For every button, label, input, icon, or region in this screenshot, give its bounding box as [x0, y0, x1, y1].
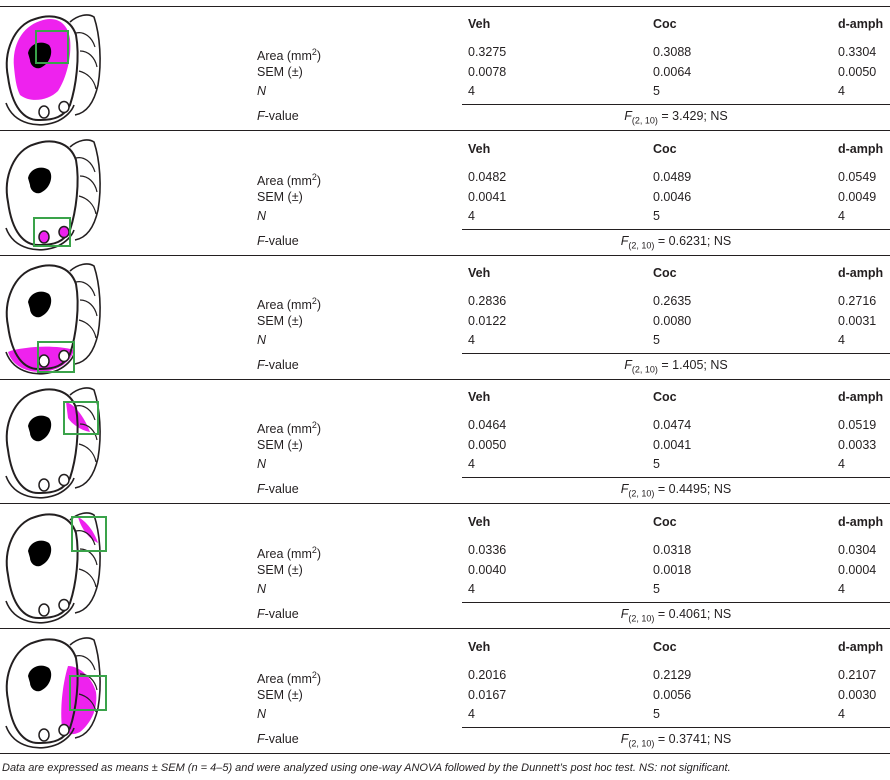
sem-value: 0.0018 [653, 563, 692, 577]
area-value: 0.2836 [468, 294, 507, 308]
islet-right [59, 725, 69, 736]
brain-section-schematic [0, 256, 110, 380]
area-value: 0.0318 [653, 543, 692, 557]
area-value: 0.2635 [653, 294, 692, 308]
n-value: 5 [653, 333, 660, 347]
column-header: Veh [468, 142, 491, 156]
column-header: d-amph [838, 390, 884, 404]
area-value: 0.0304 [838, 543, 877, 557]
n-value: 4 [468, 333, 475, 347]
brain-section-schematic [0, 630, 110, 754]
row-label-n: N [257, 209, 267, 223]
row-label-f-value: F-value [257, 109, 299, 123]
n-value: 4 [838, 209, 845, 223]
sem-value: 0.0049 [838, 190, 877, 204]
row-label-f-value: F-value [257, 234, 299, 248]
panel-bottom-rule [0, 503, 890, 504]
sem-value: 0.0050 [468, 438, 507, 452]
lateral-contour [76, 656, 95, 670]
lateral-contour [76, 282, 95, 296]
column-header: Veh [468, 390, 491, 404]
area-value: 0.0464 [468, 418, 507, 432]
n-value: 5 [653, 707, 660, 721]
sem-value: 0.0041 [468, 190, 507, 204]
row-label-sem: SEM (±) [257, 65, 303, 79]
n-value: 4 [468, 209, 475, 223]
panel-bottom-rule [0, 130, 890, 131]
area-value: 0.2716 [838, 294, 877, 308]
f-row-rule [462, 727, 890, 728]
sem-value: 0.0030 [838, 688, 877, 702]
n-value: 4 [838, 84, 845, 98]
area-value: 0.0519 [838, 418, 877, 432]
table-panel [0, 132, 890, 256]
row-label-sem: SEM (±) [257, 190, 303, 204]
row-label-f-value: F-value [257, 482, 299, 496]
lateral-contour [80, 176, 97, 192]
row-label-area: Area $(mm^2)$ [257, 545, 322, 562]
islet-right [59, 227, 69, 238]
area-value: 0.2129 [653, 668, 692, 682]
lateral-contour [79, 569, 96, 587]
row-label-n: N [257, 457, 267, 471]
lateral-contour [80, 51, 97, 67]
column-header: Coc [653, 142, 677, 156]
sem-value: 0.0040 [468, 563, 507, 577]
panel-bottom-rule [0, 753, 890, 754]
row-label-sem: SEM (±) [257, 314, 303, 328]
f-row-rule [462, 229, 890, 230]
brain-section-schematic [0, 7, 110, 131]
row-label-area: Area $(mm^2)$ [257, 47, 322, 64]
sem-value: 0.0050 [838, 65, 877, 79]
column-header: Coc [653, 266, 677, 280]
lateral-contour [76, 158, 95, 172]
sem-value: 0.0078 [468, 65, 507, 79]
islet-right [59, 102, 69, 113]
area-value: 0.3088 [653, 45, 692, 59]
sem-value: 0.0031 [838, 314, 877, 328]
panel-bottom-rule [0, 628, 890, 629]
ventricle-shape [28, 168, 51, 194]
area-value: 0.0336 [468, 543, 507, 557]
ventricle-shape [28, 416, 51, 442]
column-header: Veh [468, 266, 491, 280]
n-value: 4 [838, 457, 845, 471]
islet-right [59, 351, 69, 362]
column-header: Coc [653, 515, 677, 529]
brain-section-schematic [0, 132, 110, 256]
lateral-contour [79, 71, 96, 89]
area-value: 0.0489 [653, 170, 692, 184]
islet-left [39, 729, 49, 741]
sem-value: 0.0122 [468, 314, 507, 328]
f-row-rule [462, 104, 890, 105]
row-label-f-value: F-value [257, 358, 299, 372]
n-value: 5 [653, 84, 660, 98]
row-label-area: Area $(mm^2)$ [257, 420, 322, 437]
sem-value: 0.0080 [653, 314, 692, 328]
n-value: 4 [468, 84, 475, 98]
f-statistic: $F_{(2, 10)} = 0.4495$; NS [620, 482, 732, 499]
lateral-contour [79, 196, 96, 214]
row-label-area: Area $(mm^2)$ [257, 670, 322, 687]
row-label-n: N [257, 84, 267, 98]
column-header: Coc [653, 640, 677, 654]
area-value: 0.0549 [838, 170, 877, 184]
area-value: 0.0482 [468, 170, 507, 184]
brain-section-schematic [0, 380, 110, 504]
row-label-f-value: F-value [257, 732, 299, 746]
f-row-rule [462, 353, 890, 354]
f-statistic: $F_{(2, 10)} = 1.405$; NS [624, 358, 728, 375]
lateral-contour [76, 33, 95, 47]
lateral-contour [80, 300, 97, 316]
table-panel [0, 7, 890, 131]
column-header: Veh [468, 640, 491, 654]
n-value: 5 [653, 209, 660, 223]
islet-left [39, 604, 49, 616]
table-panel [0, 256, 890, 380]
ventricle-shape [28, 666, 51, 692]
f-row-rule [462, 477, 890, 478]
islet-left [39, 231, 49, 243]
sem-value: 0.0046 [653, 190, 692, 204]
n-value: 5 [653, 457, 660, 471]
lateral-contour [79, 444, 96, 462]
sem-value: 0.0004 [838, 563, 877, 577]
column-header: Veh [468, 515, 491, 529]
n-value: 5 [653, 582, 660, 596]
row-label-n: N [257, 707, 267, 721]
ventricle-shape [28, 292, 51, 318]
islet-left [39, 106, 49, 118]
lateral-contour [79, 320, 96, 338]
sem-value: 0.0167 [468, 688, 507, 702]
column-header: d-amph [838, 266, 884, 280]
islet-left [39, 355, 49, 367]
row-label-sem: SEM (±) [257, 438, 303, 452]
n-value: 4 [838, 707, 845, 721]
row-label-area: Area $(mm^2)$ [257, 296, 322, 313]
area-value: 0.3275 [468, 45, 507, 59]
area-value: 0.0474 [653, 418, 692, 432]
sem-value: 0.0041 [653, 438, 692, 452]
area-value: 0.3304 [838, 45, 877, 59]
sem-value: 0.0033 [838, 438, 877, 452]
sem-value: 0.0056 [653, 688, 692, 702]
n-value: 4 [468, 457, 475, 471]
f-statistic: $F_{(2, 10)} = 0.4061$; NS [620, 607, 732, 624]
f-statistic: $F_{(2, 10)} = 0.6231$; NS [620, 234, 732, 251]
islet-right [59, 475, 69, 486]
column-header: Veh [468, 17, 491, 31]
column-header: Coc [653, 390, 677, 404]
row-label-n: N [257, 582, 267, 596]
brain-section-schematic [0, 505, 110, 629]
column-header: d-amph [838, 515, 884, 529]
f-statistic: $F_{(2, 10)} = 3.429$; NS [624, 109, 728, 126]
f-row-rule [462, 602, 890, 603]
row-label-sem: SEM (±) [257, 688, 303, 702]
n-value: 4 [468, 707, 475, 721]
row-label-f-value: F-value [257, 607, 299, 621]
row-label-area: Area $(mm^2)$ [257, 172, 322, 189]
islet-left [39, 479, 49, 491]
column-header: d-amph [838, 17, 884, 31]
column-header: d-amph [838, 640, 884, 654]
column-header: d-amph [838, 142, 884, 156]
row-label-sem: SEM (±) [257, 563, 303, 577]
table-footnote: Data are expressed as means ± SEM (n = 4–5) and were analyzed using one-way ANOVA followed by the Dunnett’s post hoc test. NS: not significant. [2, 762, 731, 774]
table-panel [0, 380, 890, 504]
area-value: 0.2016 [468, 668, 507, 682]
islet-right [59, 600, 69, 611]
n-value: 4 [838, 333, 845, 347]
area-value: 0.2107 [838, 668, 877, 682]
f-statistic: $F_{(2, 10)} = 0.3741$; NS [620, 732, 732, 749]
n-value: 4 [838, 582, 845, 596]
sem-value: 0.0064 [653, 65, 692, 79]
table-panel [0, 630, 890, 754]
table-panel [0, 505, 890, 629]
column-header: Coc [653, 17, 677, 31]
n-value: 4 [468, 582, 475, 596]
ventricle-shape [28, 541, 51, 567]
row-label-n: N [257, 333, 267, 347]
